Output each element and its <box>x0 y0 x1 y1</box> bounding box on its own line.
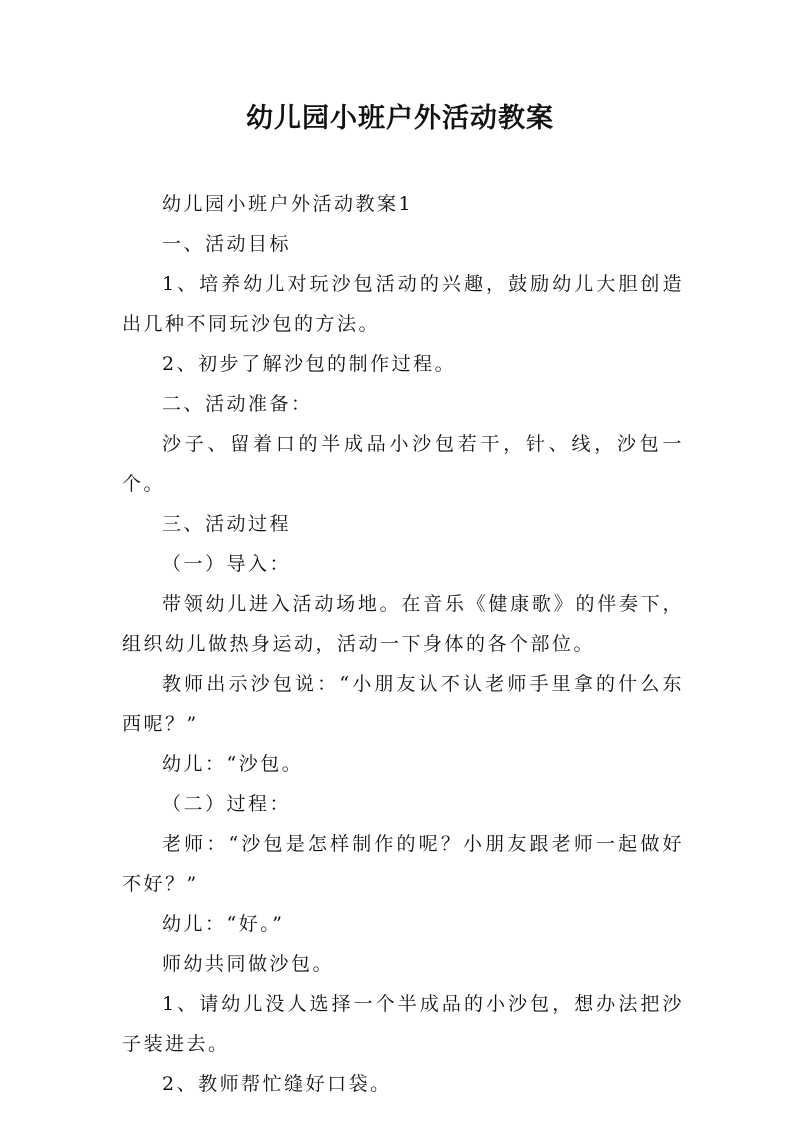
paragraph-teacher-question: 教师出示沙包说：“小朋友认不认老师手里拿的什么东西呢？” <box>122 673 684 735</box>
paragraph-warmup: 带领幼儿进入活动场地。在音乐《健康歌》的伴奏下，组织幼儿做热身运动，活动一下身体的各个部位。 <box>122 593 684 655</box>
paragraph-goal-1: 1、培养幼儿对玩沙包活动的兴趣，鼓励幼儿大胆创造出几种不同玩沙包的方法。 <box>122 273 684 335</box>
paragraph-section-process: 三、活动过程 <box>162 513 292 535</box>
paragraph-child-answer: 幼儿：“沙包。 <box>162 753 304 775</box>
paragraph-teacher-invite: 老师：“沙包是怎样制作的呢？小朋友跟老师一起做好不好？” <box>122 833 684 895</box>
document-title: 幼儿园小班户外活动教案 <box>246 103 554 134</box>
paragraph-materials: 沙子、留着口的半成品小沙包若干，针、线，沙包一个。 <box>122 433 684 495</box>
paragraph-goal-2: 2、初步了解沙包的制作过程。 <box>162 353 457 375</box>
paragraph-make-together: 师幼共同做沙包。 <box>162 953 335 975</box>
paragraph-sub-process: （二）过程： <box>162 793 292 815</box>
paragraph-step-2: 2、教师帮忙缝好口袋。 <box>162 1073 392 1095</box>
paragraph-lesson-heading: 幼儿园小班户外活动教案1 <box>162 193 414 215</box>
paragraph-child-reply: 幼儿：“好。” <box>162 913 285 935</box>
paragraph-section-preparation: 二、活动准备： <box>162 393 313 415</box>
paragraph-step-1: 1、请幼儿没人选择一个半成品的小沙包，想办法把沙子装进去。 <box>122 993 684 1055</box>
paragraph-sub-intro: （一）导入： <box>162 553 292 575</box>
document-body <box>122 184 684 1104</box>
paragraph-section-goals: 一、活动目标 <box>162 233 292 255</box>
